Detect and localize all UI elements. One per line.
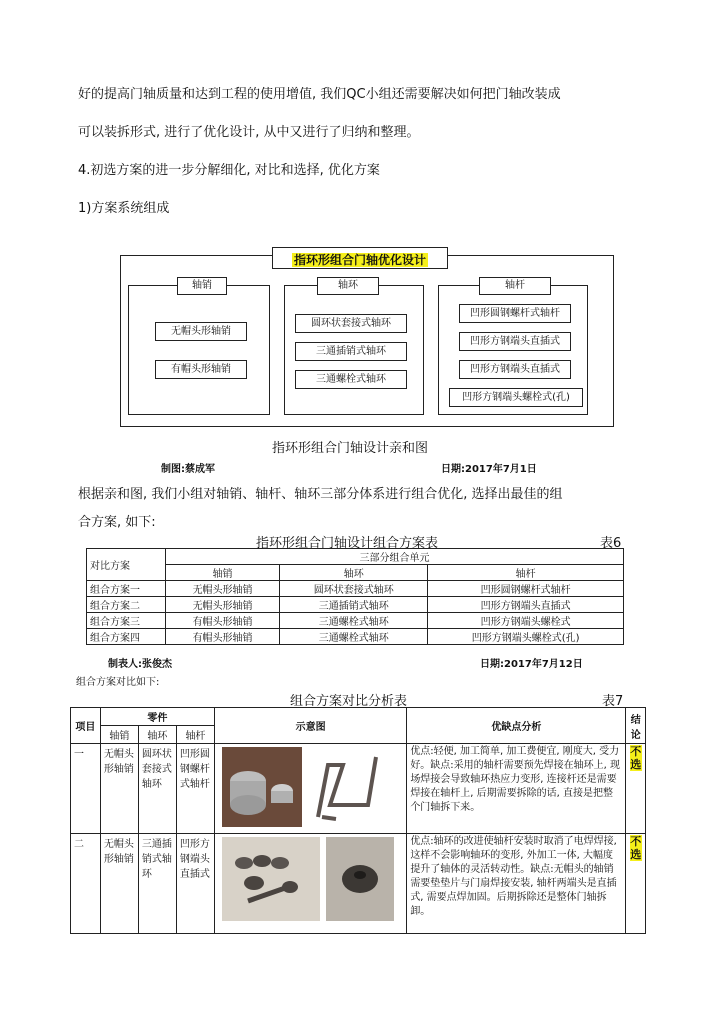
group-rod bbox=[438, 280, 588, 415]
t7-head-conclusion: 结论 bbox=[626, 708, 646, 744]
t6-cell: 无帽头形轴销 bbox=[166, 581, 280, 597]
group-rod-head: 轴杆 bbox=[479, 277, 551, 295]
t7-pin: 无帽头形轴销 bbox=[100, 744, 138, 834]
t7-head-diagram: 示意图 bbox=[214, 708, 406, 744]
t7-head-parts: 零件 bbox=[100, 708, 214, 726]
t7-ring: 圆环状套接式轴环 bbox=[138, 744, 176, 834]
rod-item-1: 凹形圆钢螺杆式轴杆 bbox=[459, 304, 571, 323]
t6-row-name: 组合方案一 bbox=[87, 581, 166, 597]
diagram-caption: 指环形组合门轴设计亲和图 bbox=[272, 441, 429, 456]
t7-head-item: 项目 bbox=[71, 708, 101, 744]
compare-intro: 组合方案对比如下: bbox=[76, 677, 160, 688]
rod-item-3: 凹形方钢端头直插式 bbox=[459, 360, 571, 379]
group-pin bbox=[128, 280, 270, 415]
table6-title: 指环形组合门轴设计组合方案表 bbox=[256, 536, 439, 551]
para2-line-2: 合方案, 如下: bbox=[78, 515, 156, 530]
t7-conclusion bbox=[626, 744, 646, 834]
rod-item-2: 凹形方钢端头直插式 bbox=[459, 332, 571, 351]
table-row bbox=[71, 834, 646, 934]
rod-item-4: 凹形方钢端头螺栓式(孔) bbox=[449, 388, 583, 407]
table6-date: 日期:2017年7月12日 bbox=[480, 659, 583, 670]
t6-row-name: 组合方案二 bbox=[87, 597, 166, 613]
t7-ring: 三通插销式轴环 bbox=[138, 834, 176, 934]
table-row bbox=[71, 744, 646, 834]
t6-cell: 凹形方钢端头螺栓式 bbox=[428, 613, 624, 629]
diagram-date: 日期:2017年7月1日 bbox=[441, 464, 537, 475]
t6-cell: 无帽头形轴销 bbox=[166, 597, 280, 613]
t6-row-name: 组合方案三 bbox=[87, 613, 166, 629]
ring-item-2: 三通插销式轴环 bbox=[295, 342, 407, 361]
t7-pin: 无帽头形轴销 bbox=[100, 834, 138, 934]
t6-cell: 三通螺栓式轴环 bbox=[280, 613, 428, 629]
t6-col-pin: 轴销 bbox=[166, 565, 280, 581]
conclusion-badge: 不选 bbox=[630, 745, 642, 771]
ring-item-3: 三通螺栓式轴环 bbox=[295, 370, 407, 389]
t7-photos-2 bbox=[214, 834, 406, 934]
t6-cell: 凹形圆钢螺杆式轴杆 bbox=[428, 581, 624, 597]
diagram-title-text: 指环形组合门轴优化设计 bbox=[293, 253, 426, 267]
intro-line-1: 好的提高门轴质量和达到工程的使用增值, 我们QC小组还需要解决如何把门轴改装成 bbox=[78, 87, 561, 102]
table7 bbox=[70, 707, 646, 934]
t6-cell: 有帽头形轴销 bbox=[166, 629, 280, 645]
group-pin-head: 轴销 bbox=[177, 277, 227, 295]
heading-4: 4.初选方案的进一步分解细化, 对比和选择, 优化方案 bbox=[78, 163, 380, 178]
t7-analysis: 优点:轻便, 加工简单, 加工费便宜, 刚度大, 受力好。缺点:采用的轴杆需要预先焊接在轴环上, 现场焊接会导致轴环热应力变形, 连接杆还是需要焊接在轴杆上, 后期需要拆除的话, 直接是把整个门轴拆下来。 bbox=[407, 744, 626, 834]
table7-title: 组合方案对比分析表 bbox=[290, 694, 408, 709]
t7-sub-pin: 轴销 bbox=[100, 726, 138, 744]
t7-row-no: 一 bbox=[71, 744, 101, 834]
table6-number: 表6 bbox=[600, 536, 622, 551]
t6-cell: 凹形方钢端头直插式 bbox=[428, 597, 624, 613]
para2-line-1: 根据亲和图, 我们小组对轴销、轴杆、轴环三部分体系进行组合优化, 选择出最佳的组 bbox=[78, 487, 563, 502]
table6 bbox=[86, 548, 624, 645]
t6-cell: 三通插销式轴环 bbox=[280, 597, 428, 613]
ring-item-1: 圆环状套接式轴环 bbox=[295, 314, 407, 333]
t7-sub-rod: 轴杆 bbox=[176, 726, 214, 744]
t6-head-left: 对比方案 bbox=[87, 549, 166, 581]
t7-conclusion bbox=[626, 834, 646, 934]
diagram-maker: 制图:蔡成军 bbox=[161, 464, 215, 475]
t6-cell: 三通螺栓式轴环 bbox=[280, 629, 428, 645]
t6-row-name: 组合方案四 bbox=[87, 629, 166, 645]
group-ring bbox=[284, 280, 424, 415]
table-row bbox=[87, 629, 624, 645]
t6-cell: 凹形方钢端头螺栓式(孔) bbox=[428, 629, 624, 645]
t7-analysis: 优点:轴环的改进使轴杆安装时取消了电焊焊接, 这样不会影响轴环的变形, 外加工一体, 大幅度提升了轴体的灵活转动性。缺点:无帽头的轴销需要垫垫片与门扇焊接安装, 轴杆两端头是直插式, 需要点焊加固。后期拆除还是整体门轴拆卸。 bbox=[407, 834, 626, 934]
part-photo-1 bbox=[218, 745, 398, 829]
t7-row-no: 二 bbox=[71, 834, 101, 934]
affinity-diagram bbox=[120, 247, 614, 427]
table-row bbox=[87, 597, 624, 613]
t6-head-group: 三部分组合单元 bbox=[166, 549, 624, 565]
t7-photos-1 bbox=[214, 744, 406, 834]
t7-rod: 凹形圆钢螺杆式轴杆 bbox=[176, 744, 214, 834]
table7-number: 表7 bbox=[602, 694, 624, 709]
t6-col-ring: 轴环 bbox=[280, 565, 428, 581]
table-row bbox=[87, 581, 624, 597]
t7-head-analysis: 优缺点分析 bbox=[407, 708, 626, 744]
table-row bbox=[87, 613, 624, 629]
pin-item-1: 无帽头形轴销 bbox=[155, 322, 247, 341]
pin-item-2: 有帽头形轴销 bbox=[155, 360, 247, 379]
t7-rod: 凹形方钢端头直插式 bbox=[176, 834, 214, 934]
heading-1: 1)方案系统组成 bbox=[78, 201, 170, 216]
t6-cell: 有帽头形轴销 bbox=[166, 613, 280, 629]
conclusion-badge: 不选 bbox=[630, 835, 642, 861]
diagram-title bbox=[272, 247, 448, 269]
t6-cell: 圆环状套接式轴环 bbox=[280, 581, 428, 597]
t6-col-rod: 轴杆 bbox=[428, 565, 624, 581]
t7-sub-ring: 轴环 bbox=[138, 726, 176, 744]
table6-maker: 制表人:张俊杰 bbox=[108, 659, 172, 670]
intro-line-2: 可以装拆形式, 进行了优化设计, 从中又进行了归纳和整理。 bbox=[78, 125, 420, 140]
part-photo-2 bbox=[218, 835, 398, 923]
group-ring-head: 轴环 bbox=[317, 277, 379, 295]
